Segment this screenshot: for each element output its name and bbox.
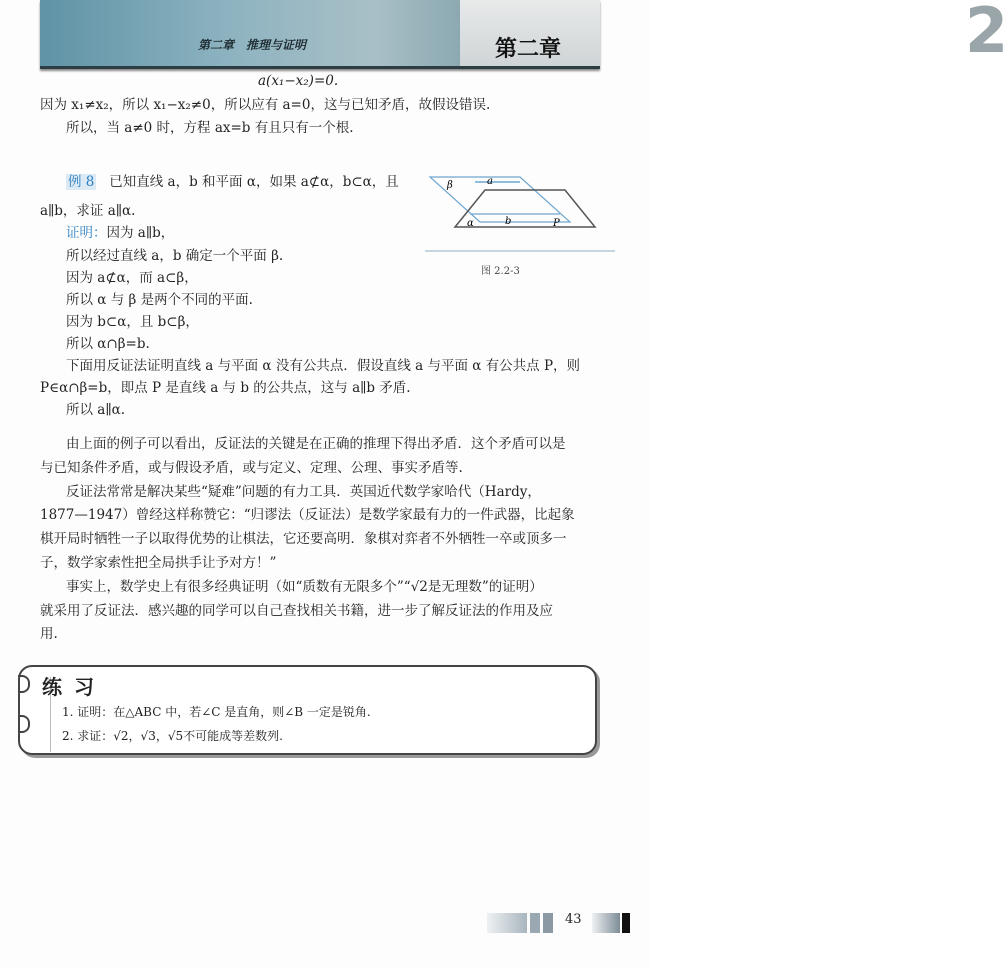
- exercise-item: 2. 求证：√2，√3，√5不可能成等差数列.: [62, 729, 283, 743]
- equation: a(x₁−x₂)=0.: [258, 73, 339, 89]
- proof-text: 因为 a∥b，: [106, 225, 175, 241]
- figure-planes: [425, 172, 615, 252]
- figure-caption: 图 2.2-3: [481, 266, 520, 277]
- label-b: b: [505, 216, 512, 227]
- section-title: 第二章 推理与证明: [198, 38, 307, 52]
- proof-line: 因为 a⊄α，而 a⊂β，: [66, 270, 198, 286]
- paragraph-line: 与已知条件矛盾，或与假设矛盾，或与定义、定理、公理、事实矛盾等.: [40, 460, 463, 476]
- exercise-title: 练习: [42, 675, 106, 699]
- label-P: P: [553, 218, 560, 229]
- text-line: 所以，当 a≠0 时，方程 ax=b 有且只有一个根.: [66, 120, 354, 136]
- example-label: 例 8: [68, 174, 95, 190]
- footer-bar: [487, 913, 527, 933]
- footer-bar: [592, 913, 620, 933]
- proof-line: 所以 α 与 β 是两个不同的平面.: [66, 292, 253, 308]
- text-line: 因为 x₁≠x₂，所以 x₁−x₂≠0，所以应有 a=0，这与已知矛盾，故假设错误.: [40, 97, 491, 113]
- binder-ring-icon: [18, 675, 30, 693]
- proof-line: 所以 α∩β=b.: [66, 336, 150, 352]
- example-statement-cont: a∥b，求证 a∥α.: [40, 203, 136, 219]
- paragraph-line: 棋开局时牺牲一子以取得优势的让棋法，它还要高明．象棋对弈者不外牺牲一卒或顶多一: [40, 531, 567, 547]
- proof-label: 证明：: [66, 225, 107, 241]
- proof-line: P∈α∩β=b，即点 P 是直线 a 与 b 的公共点，这与 a∥b 矛盾.: [40, 380, 411, 396]
- label-alpha: α: [467, 218, 474, 229]
- chapter-number: 2: [965, 0, 1008, 67]
- example-statement: 已知直线 a，b 和平面 α，如果 a⊄α，b⊂α，且: [109, 174, 399, 190]
- label-a: a: [487, 176, 493, 187]
- binder-ring-icon: [18, 715, 30, 733]
- page-number: 43: [565, 912, 582, 927]
- footer-bar: [530, 913, 540, 933]
- example-heading: [66, 173, 399, 191]
- footer-bar: [543, 913, 553, 933]
- proof-line: 因为 b⊂α，且 b⊂β，: [66, 314, 199, 330]
- exercise-box: [18, 665, 597, 755]
- planes-diagram: [425, 172, 615, 250]
- paragraph-line: 1877—1947）曾经这样称赞它：“归谬法（反证法）是数学家最有力的一件武器，比起象: [40, 507, 575, 523]
- paragraph-line: 就采用了反证法．感兴趣的同学可以自己查找相关书籍，进一步了解反证法的作用及应: [40, 603, 553, 619]
- paragraph-line: 子，数学家索性把全局拱手让予对方！”: [40, 555, 277, 571]
- paragraph-line: 由上面的例子可以看出，反证法的关键是在正确的推理下得出矛盾．这个矛盾可以是: [66, 436, 566, 452]
- exercise-item: 1. 证明：在△ABC 中，若∠C 是直角，则∠B 一定是锐角.: [62, 705, 371, 719]
- chapter-label: 第二章: [495, 37, 562, 62]
- label-beta: β: [447, 180, 453, 191]
- paragraph-line: 反证法常常是解决某些“疑难”问题的有力工具．英国近代数学家哈代（Hardy，: [66, 484, 541, 500]
- proof-line: 所以 a∥α.: [66, 402, 125, 418]
- paragraph-line: 事实上，数学史上有很多经典证明（如“质数有无限多个”“√2是无理数”的证明）: [66, 579, 543, 595]
- footer-bar: [622, 913, 630, 933]
- proof-line: 下面用反证法证明直线 a 与平面 α 没有公共点．假设直线 a 与平面 α 有公共点 P，则: [66, 358, 581, 374]
- proof-line: [66, 224, 174, 242]
- paragraph-line: 用.: [40, 626, 58, 642]
- proof-line: 所以经过直线 a，b 确定一个平面 β.: [66, 248, 284, 264]
